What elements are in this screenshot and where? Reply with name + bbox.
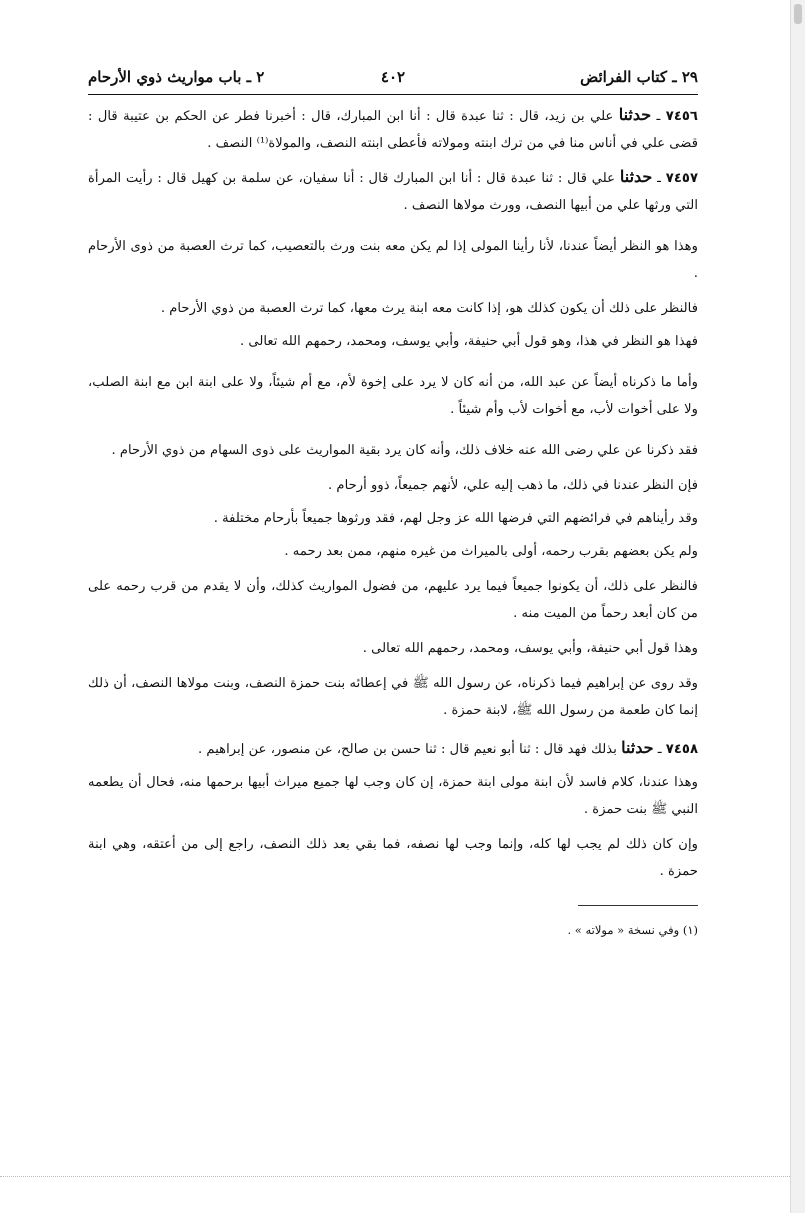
book-title: ٢٩ ـ كتاب الفرائض [580,68,698,86]
page-body [88,101,698,885]
text-paragraph [88,328,698,355]
paragraph-text: فإن النظر عندنا في ذلك، ما ذهب إليه علي، لأنهم جميعاً، ذوو أرحام . [328,478,698,493]
paragraph-text: بذلك فهد قال : ثنا أبو نعيم قال : ثنا حسن بن صالح، عن منصور، عن إبراهيم . [198,742,617,757]
haddathana-mark: حدثنا [619,167,653,186]
haddathana-mark: حدثنا [621,738,654,757]
book-page [88,60,698,940]
paragraph-text: وهذا قول أبي حنيفة، وأبي يوسف، ومحمد، رحمهم الله تعالى . [362,641,698,656]
scrollbar-thumb[interactable] [794,4,802,24]
page-number: ٤٠٢ [380,68,406,86]
hadith-paragraph: ٧٤٥٨ ـ حدثنا بذلك فهد قال : ثنا أبو نعيم قال : ثنا حسن بن صالح، عن منصور، عن إبراهيم . [198,738,698,757]
paragraph-text: وإن كان ذلك لم يجب لها كله، وإنما وجب لها نصفه، فما بقي بعد ذلك النصف، راجع إلى من أعتقه، وهي ابنة حمزة . [88,837,698,879]
hadith-number: ٧٤٥٧ [665,171,698,186]
haddathana-mark: حدثنا [618,105,652,124]
paragraph-text: وقد روى عن إبراهيم فيما ذكرناه، عن رسول الله ﷺ في إعطائه بنت حمزة النصف، وبنت مولاها النصف، أن ذلك إنما كان طعمة من رسول الله ﷺ، لابنة حمزة . [88,676,698,718]
hadith-number: ٧٤٥٦ [665,109,698,124]
text-paragraph [88,233,698,287]
paragraph-text: وهذا هو النظر أيضاً عندنا، لأنا رأينا المولى إذا لم يكن معه بنت ورث بالتعصيب، كما ترث العصبة من ذوى الأرحام . [88,239,698,281]
footnote-separator [578,905,698,906]
paragraph-text: فهذا هو النظر في هذا، وهو قول أبي حنيفة، وأبي يوسف، ومحمد، رحمهم الله تعالى . [240,334,698,349]
paragraph-text: فقد ذكرنا عن علي رضى الله عنه خلاف ذلك، وأنه كان يرد بقية المواريث على ذوى السهام من ذوي الأرحام . [111,443,698,458]
paragraph-text: فالنظر على ذلك، أن يكونوا جميعاً فيما يرد عليهم، من فضول المواريث كذلك، وأن لا يقدم من قرب رحمه على من كان أبعد رحماً من الميت منه . [88,579,698,621]
header-rule [88,94,698,95]
text-paragraph [88,635,698,662]
text-paragraph [88,505,698,532]
footnote: (١) وفي نسخة « مولاته » . [567,923,698,937]
hadith-number: ٧٤٥٨ [665,742,698,757]
text-paragraph [88,472,698,499]
text-paragraph [88,437,698,464]
vertical-scrollbar[interactable] [790,0,805,1213]
text-paragraph [88,831,698,885]
hadith-paragraph: ٧٤٥٧ ـ حدثنا علي قال : ثنا عبدة قال : أنا ابن المبارك قال : أنا سفيان، عن سلمة بن كهيل قال : رأيت المرأة التي ورثها علي من أبيها النصف، وورث مولاها النصف . [88,167,698,213]
paragraph-text: وأما ما ذكرناه أيضاً عن عبد الله، من أنه كان لا يرد على إخوة لأم، مع أم شيئاً، ولا على ابنة ابن مع ابنة الصلب، ولا على أخوات لأب، مع أخوات لأب وأم شيئاً . [88,375,698,417]
text-paragraph [88,295,698,322]
hadith-paragraph: ٧٤٥٦ ـ حدثنا علي بن زيد، قال : ثنا عبدة قال : أنا ابن المبارك، قال : أخبرنا فطر عن الحكم بن عتيبة قال : قضى علي في أناس منا في من ترك ابنته ومولاته فأعطى ابنته النصف، والمولاة⁽¹⁾ النصف . [88,105,698,151]
text-paragraph [88,769,698,823]
paragraph-text: فالنظر على ذلك أن يكون كذلك هو، إذا كانت معه ابنة يرث معها، كما ترث العصبة من ذوي الأرحام . [160,301,698,316]
paragraph-text: ولم يكن بعضهم بقرب رحمه، أولى بالميراث من غيره منهم، ممن بعد رحمه . [284,544,698,559]
paragraph-text: وقد رأيناهم في فرائضهم التي فرضها الله عز وجل لهم، فقد ورثوها جميعاً بأرحام مختلفة . [213,511,698,526]
page-bottom-border [0,1176,790,1177]
paragraph-text: علي قال : ثنا عبدة قال : أنا ابن المبارك قال : أنا سفيان، عن سلمة بن كهيل قال : رأيت المرأة التي ورثها علي من أبيها النصف، وورث مولاها النصف . [88,171,698,213]
text-paragraph [88,670,698,724]
text-paragraph [88,538,698,565]
chapter-title: ٢ ـ باب مواريث ذوي الأرحام [88,68,265,86]
text-paragraph [88,573,698,627]
paragraph-text: علي بن زيد، قال : ثنا عبدة قال : أنا ابن المبارك، قال : أخبرنا فطر عن الحكم بن عتيبة قال : قضى علي في أناس منا في من ترك ابنته ومولاته فأعطى ابنته النصف، والمولاة⁽¹⁾ النصف . [88,109,698,151]
text-paragraph [88,369,698,423]
page-header [88,60,698,86]
paragraph-text: وهذا عندنا، كلام فاسد لأن ابنة مولى ابنة حمزة، إن كان وجب لها جميع ميراث أبيها برحمها منه، فحال أن يطعمه النبي ﷺ بنت حمزة . [88,775,698,817]
